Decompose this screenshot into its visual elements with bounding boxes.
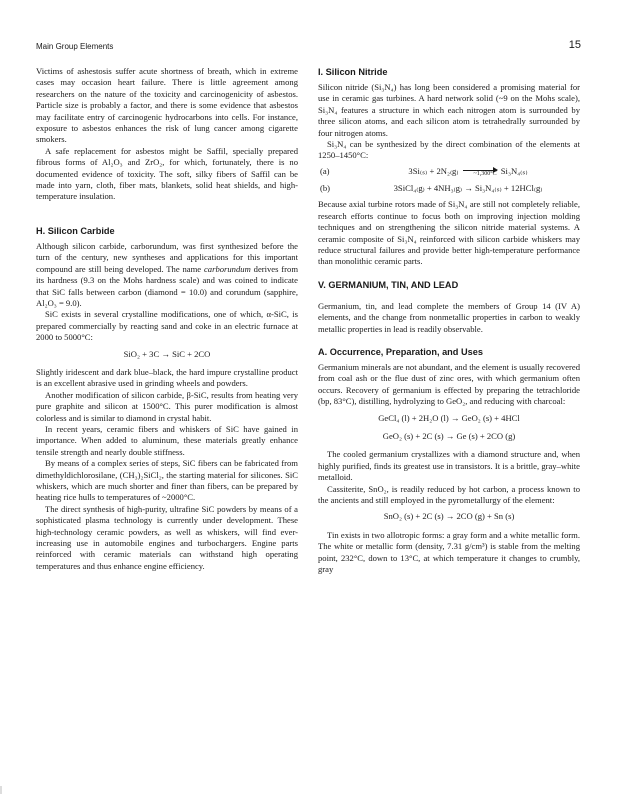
equation-ge-2: GeO₂ (s) + 2C (s) → Ge (s) + 2CO (g) [382,430,516,441]
left-column [36,66,298,572]
paragraph-turbine-rotors: Because axial turbine rotors made of Si₃N₄ are still not completely reliable, research efforts continue to focus both on improving injection molding techniques and on strengthening the silicon nitride material systems. A ceramic composite of Si₃N₄ reinforced with silicon carbide whiskers may reduce structural failures and provide better high-temperature performance than monolithic ceramic parts. [318,199,580,267]
paragraph-fibers-whiskers: In recent years, ceramic fibers and whiskers of SiC have gained in importance. When added to aluminum, these materials greatly enhance tensile strength and nearly double stiffness. [36,423,298,457]
section-heading-occurrence: A. Occurrence, Preparation, and Uses [318,346,483,357]
running-head: Main Group Elements [36,42,114,51]
carborundum-text-a: Although silicon carbide, carborundum, was first synthesized before the turn of the century, new syntheses and applications for this important compound are still being developed. The name [36,240,298,274]
equation-a-reactants: 3Si₍ₛ₎ + 2N₂₍g₎ [408,165,459,176]
paragraph-synthesis: Si₃N₄ can be synthesized by the direct combination of the elements at 1250–1450°C: [318,139,580,161]
equation-a-condition: ~1,300°C [473,170,497,177]
equation-b-label: (b) [320,182,331,193]
paragraph-carborundum [36,241,298,309]
paragraph-tin-allotropes: Tin exists in two allotropic forms: a gray form and a white metallic form. The white or metallic form (density, 7.31 g/cm³) is stable from the melting point, 232°C, down to 13°C, at which temperature it changes to crumbly, gray [318,529,580,575]
equation-a-label: (a) [320,165,330,176]
equation-ge-1: GeCl₄ (l) + 2H₂O (l) → GeO₂ (s) + 4HCl [378,412,520,423]
paragraph-cassiterite: Cassiterite, SnO₂, is readily reduced by hot carbon, a process known to the ancients and still employed in the pyrometallurgy of the element: [318,483,580,505]
paragraph-fabrication: By means of a complex series of steps, SiC fibers can be fabricated from dimethyldichlorosilane, (CH₃)₂SiCl₂, the starting material for silicones. SiC whiskers, which are much shorter and finer than fibers, can be prepared by heating rice hulls to temperatures of ~2000°C. [36,458,298,503]
carborundum-emphasis: carborundum [203,263,251,274]
equation-a-body [356,166,580,178]
paragraph-beta-sic: Another modification of silicon carbide, β-SiC, results from heating very pure graphite and silicon at 1500°C. This purer modification is almost colorless and is similar to diamond in crystal habit. [36,389,298,423]
paragraph-silicon-nitride: Silicon nitride (Si₃N₄) has long been considered a promising material for use in ceramic gas turbines. A hard network solid (~9 on the Mohs scale), Si₃N₄ features a structure in which each nitrogen atom is surrounded by three silicon atoms, and each silicon atom is tetrahedrally surrounded by four nitrogen atoms. [318,82,580,138]
paragraph-saffil: A safe replacement for asbestos might be Saffil, specially prepared fibrous forms of Al₂O₃ and ZrO₂, for which, fortunately, there is no documented evidence of toxicity. The soft, silky fibers of Saffil can be made into yarn, cloth, fiber mats, blankets, solid heat shields, and high-temperature insulation. [36,145,298,202]
scan-edge-mark [0,786,2,794]
right-column [318,66,580,575]
paragraph-germanium-minerals: Germanium minerals are not abundant, and the element is usually recovered from coal ash or the flue dust of zinc ores, with which germanium often occurs. Recovery of germanium is effected by preparing the tetrachloride (bp, 83°C), distilling, hydrolyzing to GeO₂, and reducing with charcoal: [318,361,580,407]
section-heading-silicon-carbide: H. Silicon Carbide [36,225,115,236]
paragraph-germanium-crystal: The cooled germanium crystallizes with a diamond structure and, when highly purified, finds its greatest use in transistors. It is a brittle, gray–white metalloid. [318,449,580,483]
equation-sn: SnO₂ (s) + 2C (s) → 2CO (g) + Sn (s) [383,511,515,522]
paragraph-plasma: The direct synthesis of high-purity, ultrafine SiC powders by means of a sophisticated plasma technology is currently under development. These high-technology ceramic powders, as well as whiskers, will find ever-increasing use in automobile engines and turbochargers. Engine parts reinforced with ceramic materials can withstand high operating temperatures and thus enhance engine efficiency. [36,503,298,571]
paragraph-asbestosis: Victims of ashestosis suffer acute shortness of breath, which in extreme cases may occasion heart failure. There is little agreement among researchers on the nature of the toxicity and carcinogenicity of asbestos. Particle size is probably a factor, and there is some evidence that asbestos may facilitate entry of carcinogenic hydrocarbons into cells. For instance, exposure to asbestos enhances the risk of lung cancer among cigarette smokers. [36,66,298,145]
equation-b-body: 3SiCl₄₍g₎ + 4NH₃₍g₎ → Si₃N₄₍ₛ₎ + 12HCl₍g₎ [393,182,543,193]
paragraph-group-14: Germanium, tin, and lead complete the members of Group 14 (IV A) elements, and the change from nonmetallic properties in carbon to weakly metallic properties in lead is readily observable. [318,300,580,334]
equation-a [318,166,580,178]
paragraph-alpha-sic: SiC exists in several crystalline modifications, one of which, α-SiC, is prepared commercially by reacting sand and coke in an electric furnace at 2000 to 5000°C: [36,309,298,343]
section-heading-germanium-tin-lead: V. GERMANIUM, TIN, AND LEAD [318,279,459,290]
section-heading-silicon-nitride: I. Silicon Nitride [318,67,388,77]
page-number: 15 [568,39,581,51]
equation-a-products: Si₃N₄₍ₛ₎ [500,165,528,176]
equation-sic: SiO₂ + 3C → SiC + 2CO [123,348,211,359]
reaction-arrow [463,166,497,178]
equation-b [318,183,580,194]
carborundum-text-b: derives from its hardness (9.3 on the Mohs hardness scale) and was coined to indicate that SiC falls between carbon (diamond = 10.0) and corundum (sapphire, Al₂O₃ = 9.0). [36,263,299,308]
paragraph-abrasive: Slightly iridescent and dark blue–black, the hard impure crystalline product is an excellent abrasive used in grinding wheels and powders. [36,366,298,389]
